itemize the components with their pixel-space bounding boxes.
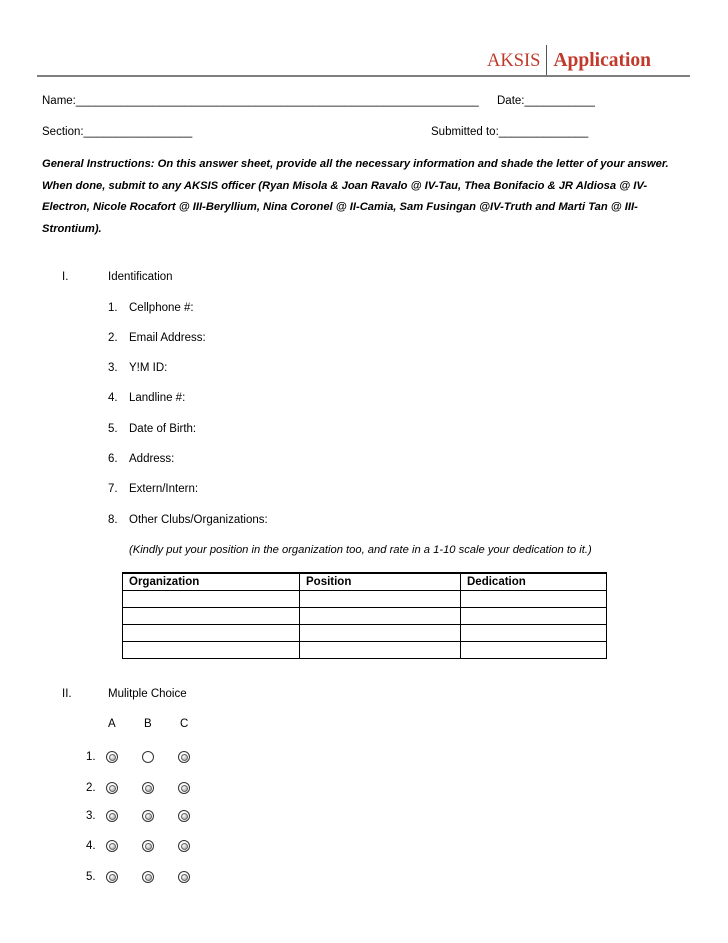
- table-row: [123, 608, 607, 625]
- org-cell[interactable]: [123, 591, 300, 608]
- answer-bubble-a[interactable]: [106, 871, 118, 883]
- answer-bubble-c[interactable]: [178, 782, 190, 794]
- dedication-cell[interactable]: [461, 625, 607, 642]
- question-number: 2.: [86, 782, 96, 794]
- answer-bubble-c[interactable]: [178, 810, 190, 822]
- position-cell[interactable]: [300, 608, 461, 625]
- table-row: [123, 591, 607, 608]
- position-header: Position: [300, 573, 461, 591]
- position-cell[interactable]: [300, 625, 461, 642]
- question-number: 4.: [86, 840, 96, 852]
- item-number: 5.: [108, 423, 118, 435]
- section1-numeral: I.: [62, 271, 69, 283]
- choice-header-a: A: [108, 718, 116, 730]
- cellphone-label[interactable]: Cellphone #:: [129, 302, 194, 314]
- answer-bubble-b[interactable]: [142, 782, 154, 794]
- header-rule: [37, 75, 690, 77]
- extern-intern-label[interactable]: Extern/Intern:: [129, 483, 199, 495]
- item-number: 8.: [108, 514, 118, 526]
- email-label[interactable]: Email Address:: [129, 332, 206, 344]
- general-instructions: General Instructions: On this answer sheet, provide all the necessary information and shade the letter of your answer. When done, submit to any AKSIS officer (Ryan Misola & Joan Ravalo @ IV-Tau, Thea Bonifacio & JR Aldiosa @ IV-Electron, Nicole Rocafort @ III-Beryllium, Nina Coronel @ II-Camia, Sam Fusingan @IV-Truth and Marti Tan @ III-Strontium).: [42, 158, 669, 235]
- item-number: 3.: [108, 362, 118, 374]
- organization-table: [122, 572, 607, 659]
- answer-bubble-b[interactable]: [142, 810, 154, 822]
- answer-bubble-a[interactable]: [106, 840, 118, 852]
- answer-bubble-a[interactable]: [106, 782, 118, 794]
- dedication-cell[interactable]: [461, 591, 607, 608]
- answer-bubble-a[interactable]: [106, 751, 118, 763]
- landline-label[interactable]: Landline #:: [129, 392, 186, 404]
- table-row: [123, 625, 607, 642]
- question-number: 5.: [86, 871, 96, 883]
- birth-date-label[interactable]: Date of Birth:: [129, 423, 197, 435]
- dedication-cell[interactable]: [461, 608, 607, 625]
- answer-bubble-b[interactable]: [142, 871, 154, 883]
- name-field[interactable]: Name:_______________________________________________________________: [42, 95, 479, 107]
- answer-bubble-a[interactable]: [106, 810, 118, 822]
- brand-word: Application: [553, 50, 651, 71]
- item-number: 4.: [108, 392, 118, 404]
- item-number: 6.: [108, 453, 118, 465]
- question-number: 1.: [86, 751, 96, 763]
- section1-title: Identification: [108, 271, 173, 283]
- ym-id-label[interactable]: Y!M ID:: [129, 362, 168, 374]
- answer-bubble-c[interactable]: [178, 871, 190, 883]
- answer-bubble-c[interactable]: [178, 840, 190, 852]
- question-number: 3.: [86, 810, 96, 822]
- address-label[interactable]: Address:: [129, 453, 175, 465]
- org-cell[interactable]: [123, 642, 300, 659]
- item-number: 7.: [108, 483, 118, 495]
- section2-numeral: II.: [62, 688, 72, 700]
- item-number: 1.: [108, 302, 118, 314]
- dedication-cell[interactable]: [461, 642, 607, 659]
- choice-header-c: C: [180, 718, 189, 730]
- choice-header-b: B: [144, 718, 152, 730]
- other-clubs-label[interactable]: Other Clubs/Organizations:: [129, 514, 268, 526]
- item-number: 2.: [108, 332, 118, 344]
- org-cell[interactable]: [123, 625, 300, 642]
- position-cell[interactable]: [300, 591, 461, 608]
- table-row: [123, 642, 607, 659]
- section-field[interactable]: Section:_________________: [42, 126, 193, 138]
- table-note: (Kindly put your position in the organization too, and rate in a 1-10 scale your dedication to it.): [129, 544, 592, 556]
- answer-bubble-b[interactable]: [142, 751, 154, 763]
- brand-name: AKSIS: [487, 51, 541, 71]
- section2-title: Mulitple Choice: [108, 688, 187, 700]
- submitted-to-field[interactable]: Submitted to:______________: [431, 126, 589, 138]
- dedication-header: Dedication: [461, 573, 607, 591]
- position-cell[interactable]: [300, 642, 461, 659]
- org-header: Organization: [123, 573, 300, 591]
- answer-bubble-c[interactable]: [178, 751, 190, 763]
- date-field[interactable]: Date:___________: [497, 95, 595, 107]
- org-cell[interactable]: [123, 608, 300, 625]
- answer-bubble-b[interactable]: [142, 840, 154, 852]
